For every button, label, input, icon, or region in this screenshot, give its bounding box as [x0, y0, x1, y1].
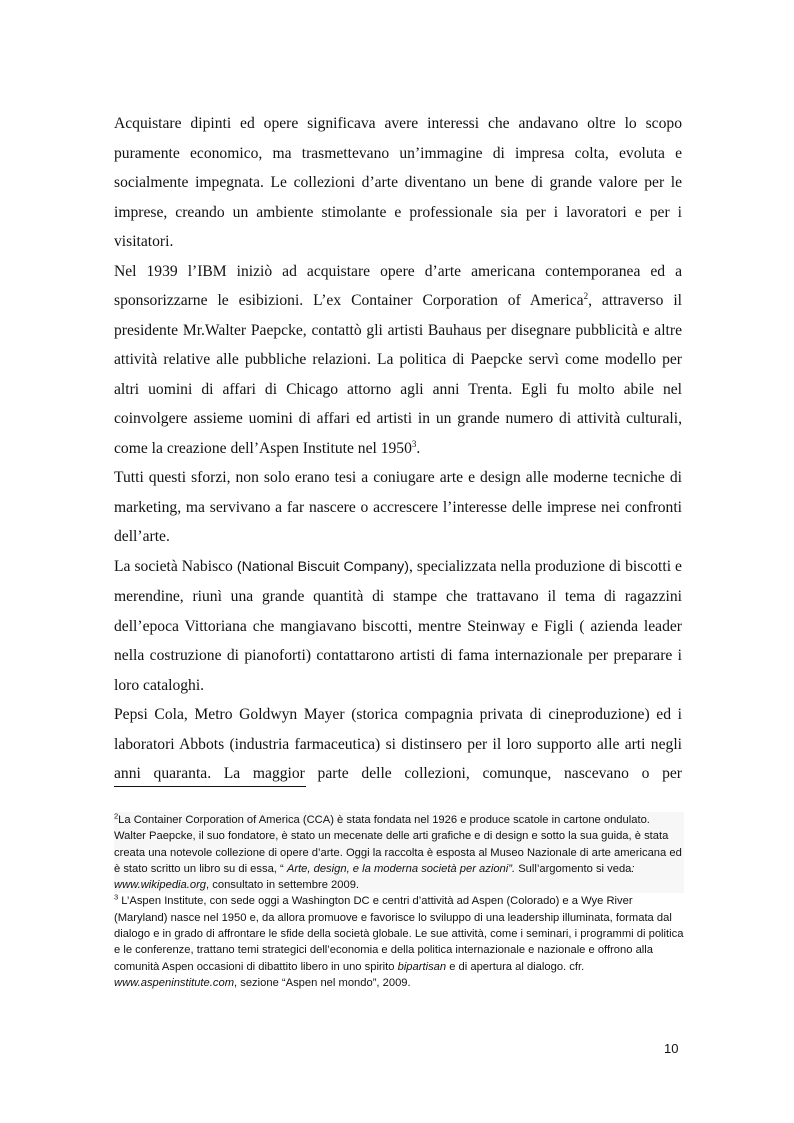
paragraph-3-text: Tutti questi sforzi, non solo erano tesi a coniugare arte e design alle moderne tecniche di marketing, ma servivano a far nascere o accrescere l’interesse delle imprese nei confronti dell’arte. [114, 469, 682, 545]
footnote-2-text-c: , consultato in settembre 2009. [206, 879, 360, 892]
body-text [114, 109, 682, 789]
paragraph-4 [114, 552, 682, 701]
paragraph-2-text-c: . [416, 439, 421, 457]
paragraph-2-text-b: , attraverso il presidente Mr.Walter Paepcke, contattò gli artisti Bauhaus per disegnare pubblicità e altre attività relative alle pubbliche relazioni. La politica di Paepcke servì come modello per altri uomini di affari di Chicago attorno agli anni Trenta. Egli fu molto abile nel coinvolgere assieme uomini di affari ed artisti in un grande numero di attività culturali, come la creazione dell’Aspen Institute nel 1950 [114, 292, 682, 457]
footnotes [114, 812, 684, 991]
paragraph-5 [114, 700, 682, 789]
paragraph-2-text-a: Nel 1939 l’IBM iniziò ad acquistare opere d’arte americana contemporanea ed a sponsorizzarne le esibizioni. L’ex Container Corporation of America [114, 262, 682, 309]
footnote-2-number: 2 [114, 811, 119, 821]
page-number: 10 [664, 1041, 679, 1056]
footnote-2-text-b: Sull’argomento si veda [515, 862, 632, 875]
footnote-3-text-b: e di apertura al dialogo. cfr. [446, 960, 585, 973]
footnote-3-text-c: , sezione “Aspen nel mondo”, 2009. [234, 976, 411, 989]
footnote-3-italic-term: bipartisan [397, 960, 447, 973]
paragraph-4-text-a: La società Nabisco [114, 557, 237, 575]
footnote-3-number: 3 [114, 892, 119, 902]
paragraph-3 [114, 463, 682, 552]
paragraph-4-text-b: , specializzata nella produzione di biscotti e merendine, riunì una grande quantità di stampe che trattavano il tema di ragazzini dell’epoca Vittoriana che mangiavano biscotti, mentre Steinway e Figli ( azienda leader nella costruzione di pianoforti) contattarono artisti di fama internazionale per preparare i loro cataloghi. [114, 557, 682, 694]
footnote-2 [114, 812, 684, 893]
footnote-2-link[interactable]: : www.wikipedia.org [114, 862, 635, 892]
footnote-separator [114, 786, 306, 787]
paragraph-1 [114, 109, 682, 257]
footnote-ref-2[interactable]: 2 [583, 290, 589, 301]
footnote-3-text-a: L’Aspen Institute, con sede oggi a Washington DC e centri d’attività ad Aspen (Colorado) e a Wye River (Maryland) nasce nel 1950 e, da allora promuove e favorisce lo sviluppo di una leadership illuminata, formata dal dialogo e in grado di affrontare le sfide della società globale. Le sue attività, come i seminari, i programmi di politica e le conferenze, trattano temi strategici dell’economia e della politica internazionale e nazionale e offrono alla comunità Aspen occasioni di dibattito libero in uno spirito [114, 895, 684, 973]
footnote-2-text-a: La Container Corporation of America (CCA) è stata fondata nel 1926 e produce scatole in cartone ondulato. Walter Paepcke, il suo fondatore, è stato un mecenate delle arti grafiche e di design e sotto la sua guida, è stata creata una notevole collezione di opere d’arte. Oggi la raccolta è esposta al Museo Nazionale di arte americana ed è stato scritto un libro su di essa, “ [114, 814, 682, 875]
paragraph-5-text: Pepsi Cola, Metro Goldwyn Mayer (storica compagnia privata di cineproduzione) ed i laboratori Abbots (industria farmaceutica) si distinsero per il loro supporto alle arti negli anni quaranta. La maggior parte delle collezioni, comunque, nascevano o per [114, 706, 682, 782]
footnote-3-link[interactable]: www.aspeninstitute.com [114, 976, 235, 989]
paragraph-4-company-name: (National Biscuit Company) [236, 558, 409, 575]
footnote-3 [114, 893, 684, 991]
paragraph-1-text: Acquistare dipinti ed opere significava avere interessi che andavano oltre lo scopo puramente economico, ma trasmettevano un’immagine di impresa colta, evoluta e socialmente impegnata. Le collezioni d’arte diventano un bene di grande valore per le imprese, creando un ambiente stimolante e professionale sia per i lavoratori e per i visitatori. [114, 115, 682, 250]
paragraph-2 [114, 257, 682, 464]
footnote-2-book-title: Arte, design, e la moderna società per azioni”. [286, 862, 516, 875]
footnote-ref-3[interactable]: 3 [411, 438, 417, 449]
